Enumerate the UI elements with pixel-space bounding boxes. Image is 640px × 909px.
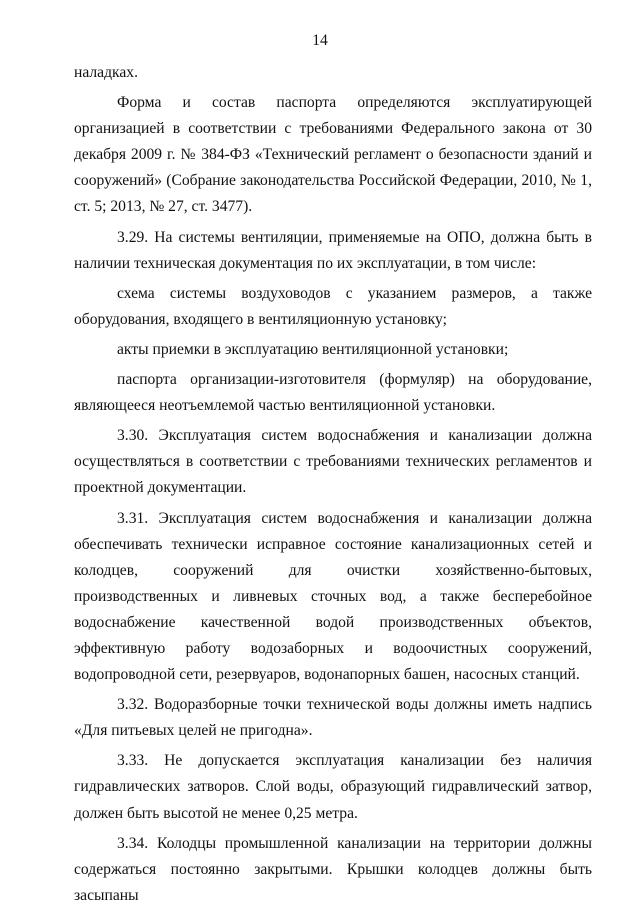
paragraph-acceptance-acts: акты приемки в эксплуатацию вентиляционной установки; <box>117 340 509 358</box>
page-number: 14 <box>312 32 328 49</box>
paragraph-passport-form: Форма и состав паспорта определяются эксплуатирующей организацией в соответствии с требованиями Федерального закона от 30 декабря 2009 г. № 384-ФЗ «Технический регламент о безопасности зданий и сооружений» (Собрание законодательства Российской Федерации, 2010, № 1, ст. 5; 2013, № 27, ст. 3477). <box>74 94 592 216</box>
paragraph-continuation: наладках. <box>74 64 138 81</box>
paragraph-manufacturer-passports: паспорта организации-изготовителя (формуляр) на оборудование, являющееся неотъемлемой частью вентиляционной установки. <box>74 371 592 415</box>
paragraph-3-34: 3.34. Колодцы промышленной канализации на территории должны содержаться постоянно закрытыми. Крышки колодцев должны быть засыпаны <box>74 834 592 904</box>
paragraph-3-31: 3.31. Эксплуатация систем водоснабжения и канализации должна обеспечивать технически исправное состояние канализационных сетей и колодцев, сооружений для очистки хозяйственно-бытовых, производственных и ливневых сточных вод, а также бесперебойное водоснабжение качественной водой производственных объектов, эффективную работу водозаборных и водоочистных сооружений, водопроводной сети, резервуаров, водонапорных башен, насосных станций. <box>74 509 592 684</box>
paragraph-3-33: 3.33. Не допускается эксплуатация канализации без наличия гидравлических затворов. Слой воды, образующий гидравлический затвор, должен быть высотой не менее 0,25 метра. <box>74 752 592 822</box>
paragraph-3-29: 3.29. На системы вентиляции, применяемые на ОПО, должна быть в наличии техническая документация по их эксплуатации, в том числе: <box>74 228 592 272</box>
paragraph-3-32: 3.32. Водоразборные точки технической воды должны иметь надпись «Для питьевых целей не пригодна». <box>74 696 592 740</box>
paragraph-3-30: 3.30. Эксплуатация систем водоснабжения и канализации должна осуществляться в соответствии с требованиями технических регламентов и проектной документации. <box>74 427 592 497</box>
body-text <box>74 60 592 909</box>
paragraph-duct-scheme: схема системы воздуховодов с указанием размеров, а также оборудования, входящего в вентиляционную установку; <box>74 284 592 328</box>
